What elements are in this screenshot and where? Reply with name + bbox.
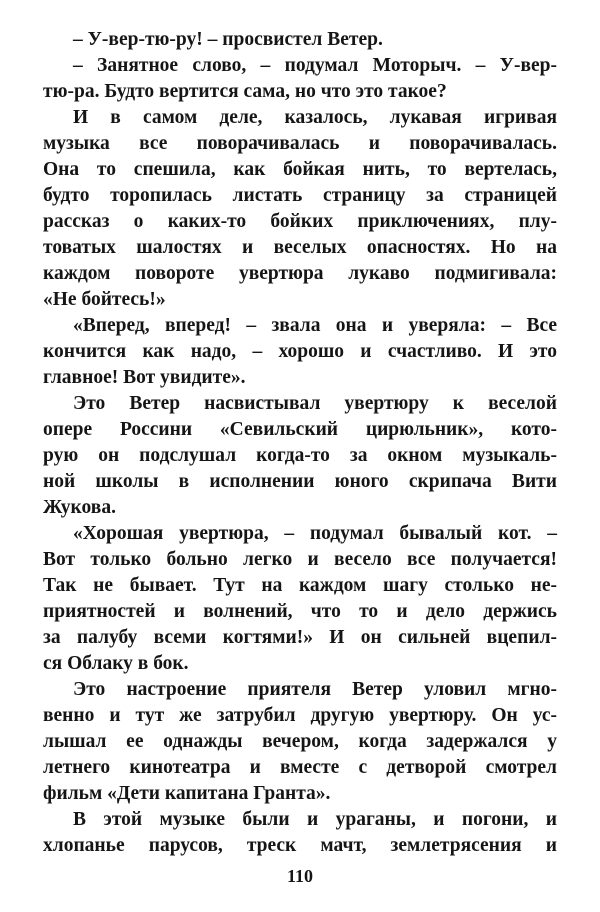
paragraph (43, 53, 557, 105)
text-line: «Вперед, вперед! – звала она и уверяла: – Все (73, 315, 557, 336)
text-line: музыка все поворачивалась и поворачивалась. (43, 133, 557, 154)
text-line: И в самом деле, казалось, лукавая игривая (73, 107, 557, 128)
text-line: Жукова. (43, 497, 116, 518)
text-line: кончится как надо, – хорошо и счастливо. И это (43, 341, 557, 362)
text-line: рассказ о каких-то бойких приключениях, плу- (43, 211, 557, 232)
text-line: Она то спешила, как бойкая нить, то вертелась, (43, 159, 557, 180)
text-line: Это Ветер насвистывал увертюру к веселой (73, 393, 557, 414)
text-line: приятностей и волнений, что то и дело держись (43, 601, 557, 622)
text-line: – Занятное слово, – подумал Моторыч. – У-вер- (73, 55, 557, 76)
text-line: Это настроение приятеля Ветер уловил мгно- (73, 679, 557, 700)
paragraph (43, 677, 557, 807)
book-page-text (43, 27, 557, 859)
text-line: В этой музыке были и ураганы, и погони, и (73, 809, 557, 830)
text-line: товатых шалостях и веселых опасностях. Но на (43, 237, 557, 258)
text-line: ной школы в исполнении юного скрипача Вити (43, 471, 557, 492)
paragraph (43, 807, 557, 859)
text-line: Так не бывает. Тут на каждом шагу столько не- (43, 575, 557, 596)
paragraph (43, 27, 557, 53)
text-line: Вот только больно легко и весело все получается! (43, 549, 557, 570)
text-line: за палубу всеми когтями!» И он сильней вцепил- (43, 627, 557, 648)
text-line: опере Россини «Севильский цирюльник», кото- (43, 419, 557, 440)
text-line: лышал ее однажды вечером, когда задержался у (43, 731, 557, 752)
text-line: главное! Вот увидите». (43, 367, 246, 388)
paragraph (43, 391, 557, 521)
text-line: хлопанье парусов, треск мачт, землетрясения и (43, 835, 557, 856)
text-line: тю-ра. Будто вертится сама, но что это такое? (43, 81, 447, 102)
text-line: будто торопилась листать страницу за страницей (43, 185, 557, 206)
text-line: «Не бойтесь!» (43, 289, 166, 310)
text-line: фильм «Дети капитана Гранта». (43, 783, 331, 804)
text-line: каждом повороте увертюра лукаво подмигивала: (43, 263, 557, 284)
text-line: – У-вер-тю-ру! – просвистел Ветер. (73, 29, 383, 50)
paragraph (43, 105, 557, 313)
paragraph (43, 313, 557, 391)
page-number: 110 (286, 866, 313, 886)
text-line: рую он подслушал когда-то за окном музыкаль- (43, 445, 557, 466)
text-line: летнего кинотеатра и вместе с детворой смотрел (43, 757, 557, 778)
text-line: «Хорошая увертюра, – подумал бывалый кот. – (73, 523, 557, 544)
paragraph (43, 521, 557, 677)
text-line: венно и тут же затрубил другую увертюру. Он ус- (43, 705, 557, 726)
text-line: ся Облаку в бок. (43, 653, 189, 674)
